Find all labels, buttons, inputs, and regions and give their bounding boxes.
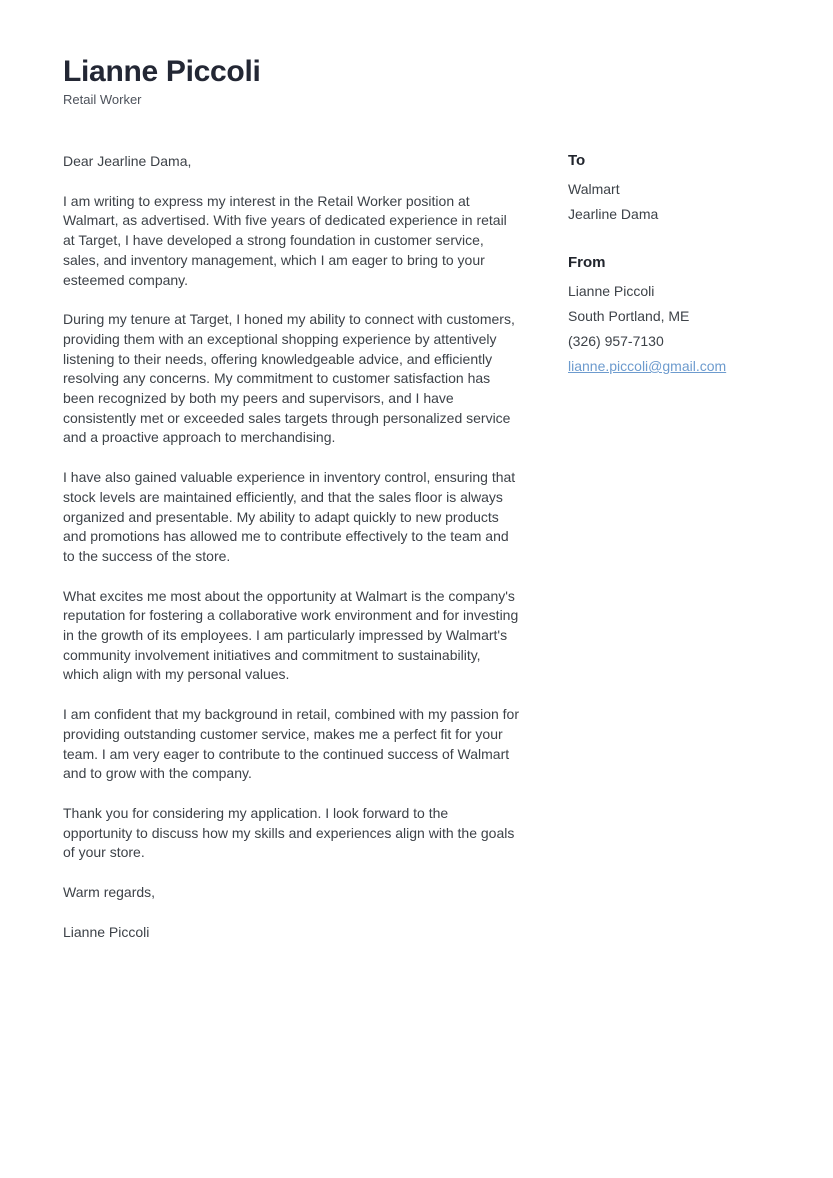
- to-recipient: Jearline Dama: [568, 206, 659, 222]
- to-heading: To: [568, 152, 586, 169]
- from-name: Lianne Piccoli: [568, 283, 655, 299]
- email-link[interactable]: lianne.piccoli@gmail.com: [568, 358, 727, 374]
- letter-paragraph: During my tenure at Target, I honed my ability to connect with customers, providing them with an exceptional shopping experience by attentively listening to their needs, offering knowledgeable advice, and efficiently resolving any concerns. My commitment to customer satisfaction has been recognized by both my peers and supervisors, and I have consistently met or exceeded sales targets through personalized service and a proactive approach to merchandising.: [63, 311, 515, 446]
- from-location: South Portland, ME: [568, 308, 690, 324]
- document-header: [63, 55, 793, 107]
- letter-paragraph: I am writing to express my interest in the Retail Worker position at Walmart, as advertised. With five years of dedicated experience in retail at Target, I have developed a strong foundation in customer service, sales, and inventory management, which I am eager to bring to your esteemed company.: [63, 192, 507, 288]
- to-company: Walmart: [568, 181, 620, 197]
- letter-paragraph: I am confident that my background in retail, combined with my passion for providing outstanding customer service, makes me a perfect fit for your team. I am very eager to contribute to the continued success of Walmart and to grow with the company.: [63, 706, 519, 782]
- letter-salutation: Dear Jearline Dama,: [63, 153, 192, 169]
- from-phone: (326) 957-7130: [568, 333, 664, 349]
- letter-paragraph: I have also gained valuable experience in inventory control, ensuring that stock levels are maintained efficiently, and that the sales floor is always organized and presentable. My ability to adapt quickly to new products and promotions has allowed me to contribute effectively to the team and to the success of the store.: [63, 469, 516, 564]
- candidate-job-title: Retail Worker: [63, 92, 142, 107]
- content-columns: [63, 152, 793, 963]
- candidate-name: Lianne Piccoli: [63, 55, 261, 88]
- contact-sidebar: [568, 152, 753, 379]
- from-section: [568, 254, 753, 379]
- letter-signature: Lianne Piccoli: [63, 923, 150, 940]
- letter-paragraph: What excites me most about the opportunity at Walmart is the company's reputation for fostering a collaborative work environment and for investing in the growth of its employees. I am particularly impressed by Walmart's community involvement initiatives and commitment to sustainability, which align with my personal values.: [63, 587, 519, 683]
- to-section: [568, 152, 753, 227]
- letter-body: [63, 152, 519, 963]
- letter-closing: Warm regards,: [63, 884, 156, 901]
- letter-paragraph: Thank you for considering my application. I look forward to the opportunity to discuss how my skills and experiences align with the goals of your store.: [63, 804, 515, 861]
- from-heading: From: [568, 254, 606, 271]
